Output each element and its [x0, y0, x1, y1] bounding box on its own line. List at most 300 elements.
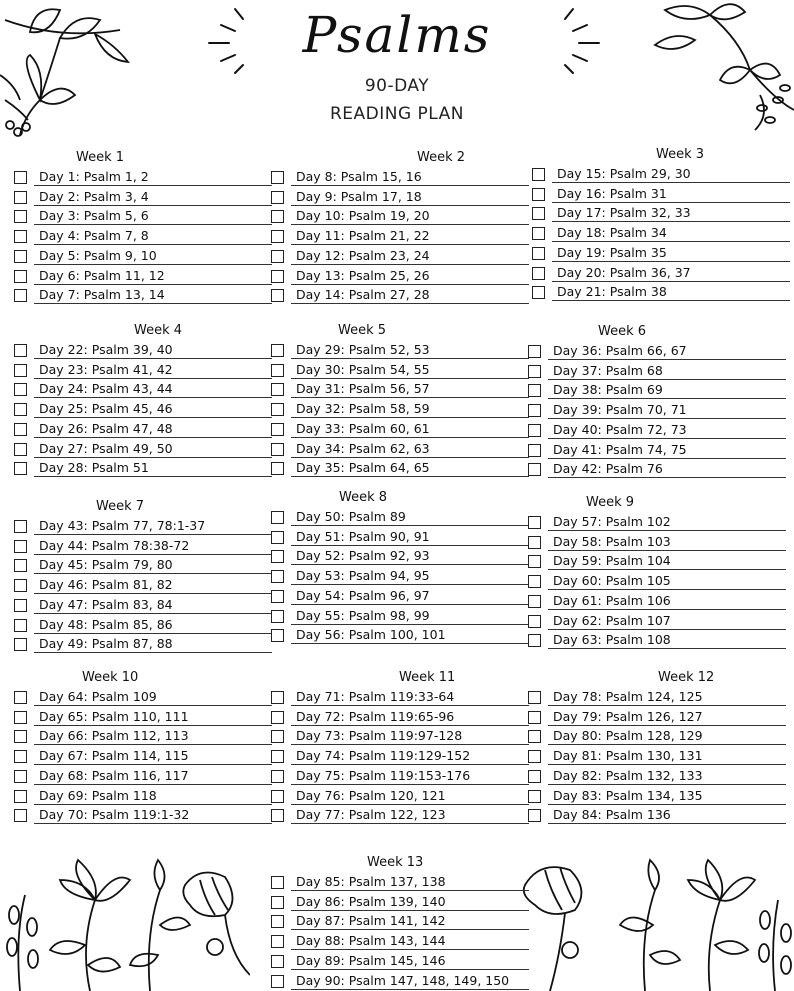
day-row [14, 286, 272, 306]
day-label: Day 89: Psalm 145, 146 [296, 952, 446, 968]
day-label: Day 31: Psalm 56, 57 [296, 381, 430, 397]
writing-line [548, 530, 786, 531]
day-row [271, 893, 529, 913]
day-label: Day 20: Psalm 36, 37 [557, 264, 691, 280]
writing-line [548, 823, 786, 824]
writing-line [34, 823, 272, 824]
day-checkbox[interactable] [271, 550, 284, 563]
day-checkbox[interactable] [14, 403, 27, 416]
day-checkbox[interactable] [528, 424, 541, 437]
day-row [14, 247, 272, 267]
writing-line [291, 764, 529, 765]
sparkle-left-icon [205, 5, 250, 75]
day-label: Day 6: Psalm 11, 12 [39, 267, 165, 283]
writing-line [291, 890, 529, 891]
writing-line [291, 284, 529, 285]
day-checkbox[interactable] [14, 691, 27, 704]
day-label: Day 59: Psalm 104 [553, 553, 671, 569]
day-checkbox[interactable] [14, 619, 27, 632]
day-label: Day 72: Psalm 119:65-96 [296, 708, 455, 724]
writing-line [34, 185, 272, 186]
day-label: Day 29: Psalm 52, 53 [296, 342, 430, 357]
day-label: Day 42: Psalm 76 [553, 461, 663, 477]
day-checkbox[interactable] [528, 444, 541, 457]
writing-line [291, 224, 529, 225]
day-checkbox[interactable] [14, 462, 27, 475]
writing-line [552, 221, 790, 222]
day-checkbox[interactable] [528, 711, 541, 724]
writing-line [34, 476, 272, 477]
day-checkbox[interactable] [14, 289, 27, 302]
day-row [271, 932, 529, 952]
week-title: Week 5 [338, 323, 387, 338]
writing-line [34, 205, 272, 206]
day-checkbox[interactable] [271, 809, 284, 822]
day-checkbox[interactable] [14, 711, 27, 724]
day-label: Day 21: Psalm 38 [557, 284, 667, 300]
day-label: Day 51: Psalm 90, 91 [296, 528, 430, 544]
writing-line [34, 284, 272, 285]
day-row [528, 362, 786, 382]
day-row [271, 341, 529, 361]
day-checkbox[interactable] [14, 730, 27, 743]
writing-line [291, 949, 529, 950]
writing-line [291, 457, 529, 458]
day-label: Day 88: Psalm 143, 144 [296, 933, 446, 949]
day-label: Day 81: Psalm 130, 131 [553, 748, 703, 764]
day-row [14, 727, 272, 747]
day-label: Day 82: Psalm 132, 133 [553, 767, 703, 783]
writing-line [34, 358, 272, 359]
day-label: Day 65: Psalm 110, 111 [39, 708, 189, 724]
day-row [14, 596, 272, 616]
subtitle-days: 90-DAY [364, 76, 430, 96]
writing-line [552, 261, 790, 262]
day-label: Day 10: Psalm 19, 20 [296, 208, 430, 224]
day-label: Day 32: Psalm 58, 59 [296, 401, 430, 417]
day-checkbox[interactable] [271, 915, 284, 928]
day-row [271, 508, 529, 528]
day-checkbox[interactable] [528, 404, 541, 417]
day-label: Day 78: Psalm 124, 125 [553, 689, 703, 704]
day-checkbox[interactable] [528, 790, 541, 803]
day-checkbox[interactable] [271, 210, 284, 223]
day-row [271, 440, 529, 460]
writing-line [548, 477, 786, 478]
writing-line [291, 784, 529, 785]
day-label: Day 55: Psalm 98, 99 [296, 607, 430, 623]
day-row [14, 267, 272, 287]
day-row [528, 806, 786, 826]
day-checkbox[interactable] [14, 270, 27, 283]
writing-line [291, 929, 529, 930]
day-label: Day 73: Psalm 119:97-128 [296, 728, 463, 744]
week-title: Week 9 [586, 495, 635, 510]
day-row [14, 537, 272, 557]
day-row [271, 380, 529, 400]
day-row [271, 587, 529, 607]
writing-line [291, 564, 529, 565]
week-title: Week 7 [96, 499, 145, 514]
day-checkbox[interactable] [271, 511, 284, 524]
day-checkbox[interactable] [532, 168, 545, 181]
day-checkbox[interactable] [14, 383, 27, 396]
day-checkbox[interactable] [271, 531, 284, 544]
writing-line [548, 569, 786, 570]
day-checkbox[interactable] [271, 230, 284, 243]
day-checkbox[interactable] [14, 750, 27, 763]
writing-line [291, 358, 529, 359]
day-label: Day 58: Psalm 103 [553, 533, 671, 549]
day-row [14, 576, 272, 596]
day-label: Day 69: Psalm 118 [39, 787, 157, 803]
day-checkbox[interactable] [271, 610, 284, 623]
day-row [528, 381, 786, 401]
day-checkbox[interactable] [528, 634, 541, 647]
day-checkbox[interactable] [528, 365, 541, 378]
day-checkbox[interactable] [528, 691, 541, 704]
writing-line [34, 705, 272, 706]
day-label: Day 19: Psalm 35 [557, 244, 667, 260]
day-checkbox[interactable] [271, 570, 284, 583]
day-label: Day 62: Psalm 107 [553, 612, 671, 628]
day-checkbox[interactable] [14, 770, 27, 783]
day-row [271, 227, 529, 247]
writing-line [34, 573, 272, 574]
writing-line [34, 417, 272, 418]
day-checkbox[interactable] [271, 691, 284, 704]
day-checkbox[interactable] [271, 383, 284, 396]
writing-line [291, 476, 529, 477]
writing-line [548, 629, 786, 630]
day-row [14, 767, 272, 787]
day-label: Day 86: Psalm 139, 140 [296, 893, 446, 909]
writing-line [34, 378, 272, 379]
week-title: Week 10 [82, 670, 139, 685]
day-checkbox[interactable] [528, 575, 541, 588]
day-label: Day 74: Psalm 119:129-152 [296, 748, 471, 764]
day-row [271, 459, 529, 479]
day-checkbox[interactable] [271, 462, 284, 475]
writing-line [34, 652, 272, 653]
day-checkbox[interactable] [14, 579, 27, 592]
writing-line [291, 378, 529, 379]
writing-line [291, 185, 529, 186]
day-label: Day 12: Psalm 23, 24 [296, 247, 430, 263]
day-label: Day 46: Psalm 81, 82 [39, 577, 173, 593]
week-title: Week 13 [367, 855, 424, 870]
day-row [528, 727, 786, 747]
day-label: Day 61: Psalm 106 [553, 592, 671, 608]
writing-line [34, 764, 272, 765]
day-checkbox[interactable] [528, 730, 541, 743]
day-checkbox[interactable] [271, 364, 284, 377]
day-checkbox[interactable] [271, 935, 284, 948]
writing-line [34, 397, 272, 398]
day-row [271, 547, 529, 567]
day-checkbox[interactable] [532, 286, 545, 299]
day-checkbox[interactable] [14, 809, 27, 822]
day-row [528, 612, 786, 632]
day-checkbox[interactable] [271, 955, 284, 968]
day-row [271, 972, 529, 991]
day-checkbox[interactable] [14, 540, 27, 553]
day-label: Day 53: Psalm 94, 95 [296, 568, 430, 584]
day-label: Day 52: Psalm 92, 93 [296, 548, 430, 564]
day-checkbox[interactable] [271, 711, 284, 724]
day-checkbox[interactable] [271, 790, 284, 803]
day-checkbox[interactable] [532, 247, 545, 260]
writing-line [552, 281, 790, 282]
day-label: Day 68: Psalm 116, 117 [39, 767, 189, 783]
day-checkbox[interactable] [271, 289, 284, 302]
day-row [532, 165, 790, 185]
writing-line [291, 264, 529, 265]
day-row [271, 708, 529, 728]
writing-line [548, 359, 786, 360]
day-label: Day 24: Psalm 43, 44 [39, 381, 173, 397]
day-checkbox[interactable] [532, 267, 545, 280]
day-checkbox[interactable] [14, 230, 27, 243]
writing-line [291, 725, 529, 726]
day-label: Day 33: Psalm 60, 61 [296, 420, 430, 436]
writing-line [34, 784, 272, 785]
day-checkbox[interactable] [14, 790, 27, 803]
day-row [532, 224, 790, 244]
day-label: Day 56: Psalm 100, 101 [296, 627, 446, 643]
writing-line [34, 457, 272, 458]
day-checkbox[interactable] [532, 227, 545, 240]
day-checkbox[interactable] [528, 345, 541, 358]
writing-line [548, 648, 786, 649]
day-checkbox[interactable] [271, 270, 284, 283]
writing-line [291, 545, 529, 546]
page-title: Psalms [302, 6, 492, 64]
day-row [528, 631, 786, 651]
writing-line [291, 705, 529, 706]
day-label: Day 14: Psalm 27, 28 [296, 287, 430, 303]
writing-line [291, 437, 529, 438]
day-row [528, 533, 786, 553]
day-checkbox[interactable] [271, 590, 284, 603]
day-row [14, 517, 272, 537]
day-row [532, 185, 790, 205]
day-label: Day 9: Psalm 17, 18 [296, 188, 422, 204]
writing-line [291, 205, 529, 206]
day-checkbox[interactable] [528, 750, 541, 763]
day-label: Day 38: Psalm 69 [553, 382, 663, 398]
writing-line [548, 804, 786, 805]
day-checkbox[interactable] [14, 520, 27, 533]
day-row [532, 204, 790, 224]
day-checkbox[interactable] [528, 555, 541, 568]
day-row [532, 264, 790, 284]
day-checkbox[interactable] [271, 171, 284, 184]
floral-top-right-icon [650, 0, 794, 145]
week-title: Week 6 [598, 324, 647, 339]
day-checkbox[interactable] [14, 559, 27, 572]
day-checkbox[interactable] [528, 615, 541, 628]
writing-line [34, 303, 272, 304]
writing-line [34, 244, 272, 245]
day-checkbox[interactable] [528, 536, 541, 549]
writing-line [34, 804, 272, 805]
day-label: Day 76: Psalm 120, 121 [296, 787, 446, 803]
day-checkbox[interactable] [14, 250, 27, 263]
week-title: Week 2 [417, 150, 466, 165]
day-row [14, 688, 272, 708]
day-row [271, 912, 529, 932]
day-row [271, 567, 529, 587]
day-checkbox[interactable] [532, 188, 545, 201]
writing-line [34, 534, 272, 535]
day-label: Day 47: Psalm 83, 84 [39, 596, 173, 612]
writing-line [291, 643, 529, 644]
day-checkbox[interactable] [14, 599, 27, 612]
day-checkbox[interactable] [271, 443, 284, 456]
day-row [528, 513, 786, 533]
writing-line [548, 379, 786, 380]
writing-line [291, 303, 529, 304]
day-row [271, 952, 529, 972]
day-row [14, 440, 272, 460]
day-row [271, 727, 529, 747]
day-checkbox[interactable] [271, 250, 284, 263]
writing-line [291, 910, 529, 911]
writing-line [291, 584, 529, 585]
day-label: Day 77: Psalm 122, 123 [296, 807, 446, 823]
day-row [528, 342, 786, 362]
day-checkbox[interactable] [14, 171, 27, 184]
day-checkbox[interactable] [14, 344, 27, 357]
day-row [271, 286, 529, 306]
day-checkbox[interactable] [532, 207, 545, 220]
day-label: Day 2: Psalm 3, 4 [39, 188, 149, 204]
day-row [271, 626, 529, 646]
day-checkbox[interactable] [271, 403, 284, 416]
day-row [528, 421, 786, 441]
writing-line [548, 589, 786, 590]
day-checkbox[interactable] [271, 876, 284, 889]
day-row [14, 400, 272, 420]
day-label: Day 5: Psalm 9, 10 [39, 247, 157, 263]
day-label: Day 37: Psalm 68 [553, 362, 663, 378]
day-label: Day 50: Psalm 89 [296, 509, 406, 524]
day-row [271, 767, 529, 787]
writing-line [34, 224, 272, 225]
day-row [271, 247, 529, 267]
day-label: Day 45: Psalm 79, 80 [39, 557, 173, 573]
writing-line [552, 182, 790, 183]
day-row [528, 708, 786, 728]
day-label: Day 36: Psalm 66, 67 [553, 343, 687, 358]
day-label: Day 64: Psalm 109 [39, 689, 157, 704]
day-row [14, 168, 272, 188]
day-row [528, 747, 786, 767]
day-row [14, 616, 272, 636]
writing-line [34, 593, 272, 594]
day-checkbox[interactable] [271, 896, 284, 909]
day-label: Day 87: Psalm 141, 142 [296, 913, 446, 929]
subtitle-plan: READING PLAN [329, 104, 465, 124]
day-row [271, 207, 529, 227]
day-checkbox[interactable] [14, 443, 27, 456]
day-checkbox[interactable] [14, 638, 27, 651]
day-row [271, 806, 529, 826]
day-row [14, 787, 272, 807]
week-title: Week 4 [134, 323, 183, 338]
day-row [14, 420, 272, 440]
day-row [528, 592, 786, 612]
day-row [528, 787, 786, 807]
day-checkbox[interactable] [271, 975, 284, 988]
day-row [271, 873, 529, 893]
writing-line [548, 705, 786, 706]
day-checkbox[interactable] [14, 423, 27, 436]
day-checkbox[interactable] [528, 463, 541, 476]
day-label: Day 44: Psalm 78:38-72 [39, 537, 190, 553]
day-checkbox[interactable] [271, 750, 284, 763]
day-row [14, 635, 272, 655]
day-label: Day 66: Psalm 112, 113 [39, 728, 189, 744]
day-row [271, 361, 529, 381]
writing-line [548, 458, 786, 459]
day-row [532, 283, 790, 303]
day-checkbox[interactable] [528, 516, 541, 529]
day-row [271, 267, 529, 287]
day-checkbox[interactable] [271, 191, 284, 204]
writing-line [548, 438, 786, 439]
writing-line [34, 613, 272, 614]
day-checkbox[interactable] [14, 191, 27, 204]
writing-line [548, 744, 786, 745]
day-row [271, 528, 529, 548]
writing-line [291, 744, 529, 745]
day-label: Day 16: Psalm 31 [557, 185, 667, 201]
writing-line [548, 398, 786, 399]
day-row [271, 747, 529, 767]
day-row [14, 341, 272, 361]
writing-line [552, 241, 790, 242]
day-checkbox[interactable] [528, 595, 541, 608]
writing-line [34, 725, 272, 726]
floral-bottom-right-icon [520, 855, 794, 991]
writing-line [34, 633, 272, 634]
day-checkbox[interactable] [271, 629, 284, 642]
day-checkbox[interactable] [271, 730, 284, 743]
day-checkbox[interactable] [14, 210, 27, 223]
writing-line [548, 725, 786, 726]
day-row [271, 688, 529, 708]
day-label: Day 40: Psalm 72, 73 [553, 421, 687, 437]
day-label: Day 83: Psalm 134, 135 [553, 787, 703, 803]
day-label: Day 23: Psalm 41, 42 [39, 361, 173, 377]
day-row [528, 401, 786, 421]
day-checkbox[interactable] [528, 809, 541, 822]
day-label: Day 13: Psalm 25, 26 [296, 267, 430, 283]
day-checkbox[interactable] [271, 344, 284, 357]
day-row [271, 400, 529, 420]
day-checkbox[interactable] [528, 770, 541, 783]
day-checkbox[interactable] [271, 423, 284, 436]
writing-line [548, 418, 786, 419]
day-checkbox[interactable] [271, 770, 284, 783]
day-row [14, 708, 272, 728]
day-checkbox[interactable] [528, 384, 541, 397]
writing-line [34, 437, 272, 438]
writing-line [548, 609, 786, 610]
day-checkbox[interactable] [14, 364, 27, 377]
